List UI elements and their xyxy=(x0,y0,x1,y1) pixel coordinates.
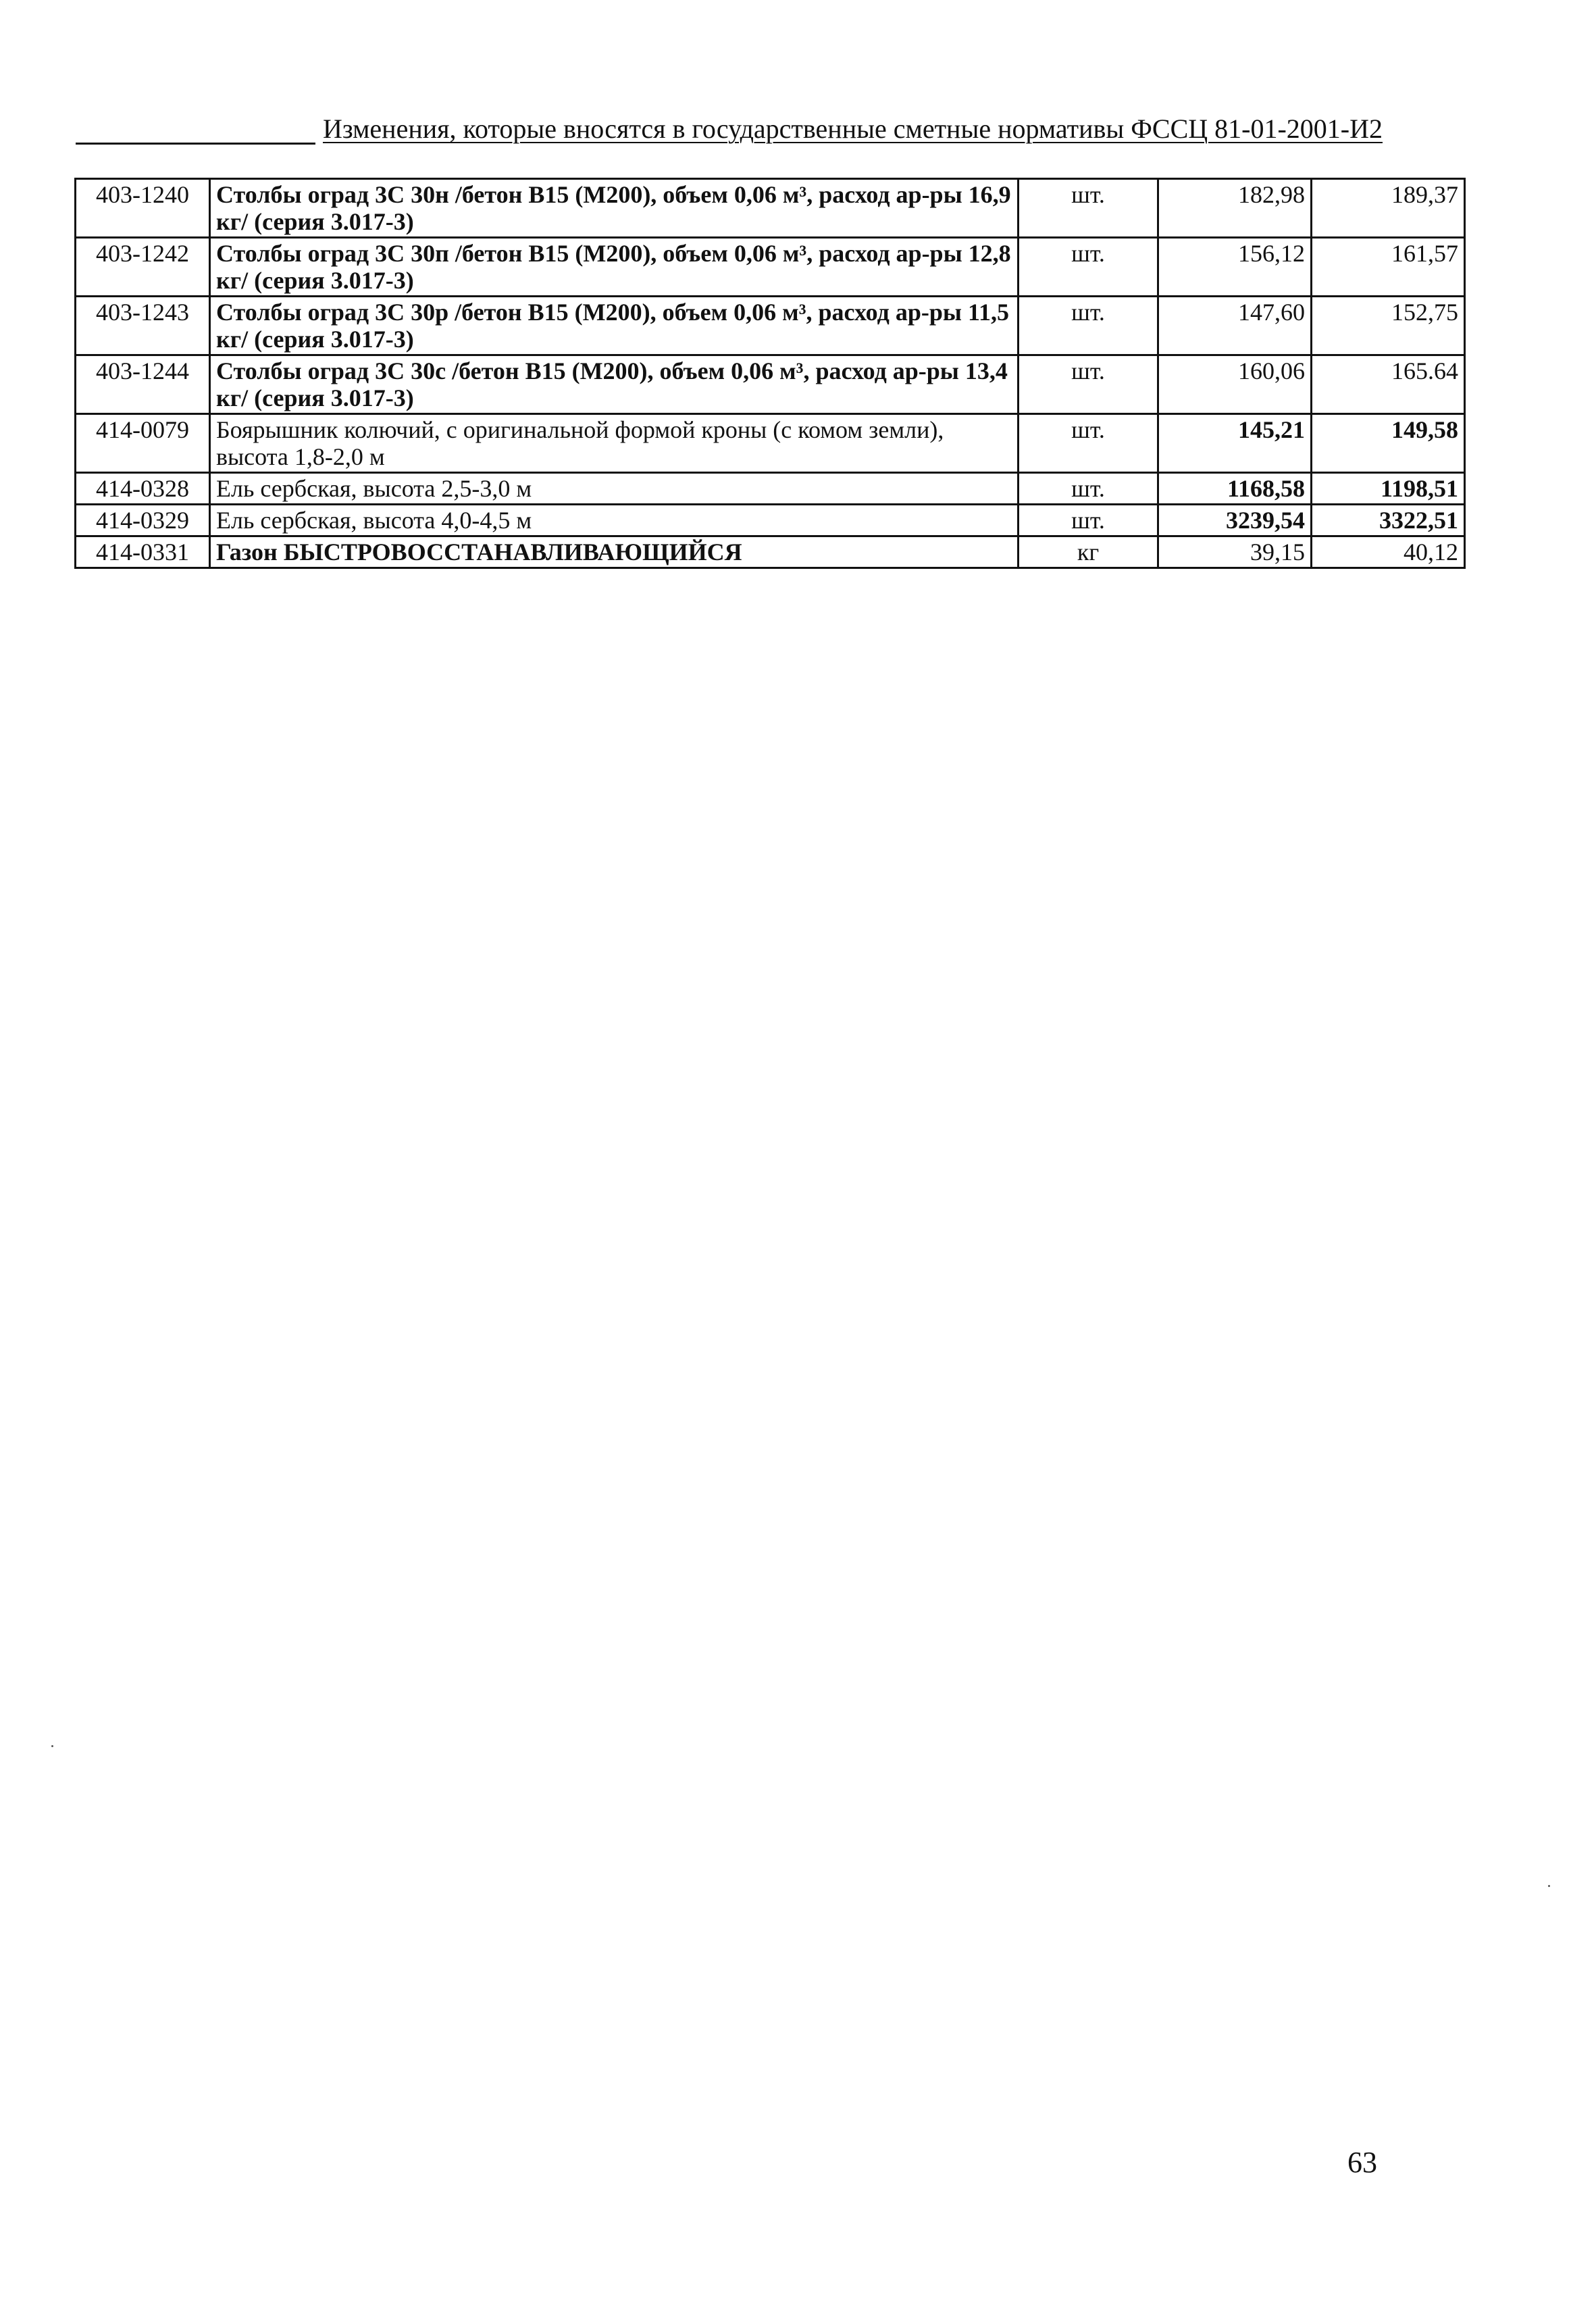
item-description: Столбы оград 3С 30н /бетон В15 (М200), объем 0,06 м³, расход ар-ры 16,9 кг/ (серия 3.017-3) xyxy=(210,179,1019,238)
price-current: 3239,54 xyxy=(1158,505,1312,536)
price-updated: 165.64 xyxy=(1312,355,1465,414)
item-code: 414-0079 xyxy=(76,414,210,473)
scan-speck xyxy=(51,1745,53,1747)
price-current: 39,15 xyxy=(1158,536,1312,568)
table-row xyxy=(76,414,1465,473)
item-code: 414-0331 xyxy=(76,536,210,568)
table-row xyxy=(76,536,1465,568)
price-current: 160,06 xyxy=(1158,355,1312,414)
item-code: 403-1244 xyxy=(76,355,210,414)
item-description: Ель сербская, высота 2,5-3,0 м xyxy=(210,473,1019,505)
item-description: Столбы оград 3С 30с /бетон В15 (М200), объем 0,06 м³, расход ар-ры 13,4 кг/ (серия 3.017-3) xyxy=(210,355,1019,414)
table-row xyxy=(76,179,1465,238)
header-title: Изменения, которые вносятся в государственные сметные нормативы ФССЦ 81-01-2001-И2 xyxy=(322,114,1383,144)
scan-speck xyxy=(1548,1885,1550,1887)
item-unit: шт. xyxy=(1019,179,1158,238)
item-unit: кг xyxy=(1019,536,1158,568)
item-description: Газон БЫСТРОВОССТАНАВЛИВАЮЩИЙСЯ xyxy=(210,536,1019,568)
item-description: Ель сербская, высота 4,0-4,5 м xyxy=(210,505,1019,536)
table-row xyxy=(76,297,1465,355)
item-unit: шт. xyxy=(1019,355,1158,414)
price-updated: 40,12 xyxy=(1312,536,1465,568)
item-description: Боярышник колючий, с оригинальной формой кроны (с комом земли), высота 1,8-2,0 м xyxy=(210,414,1019,473)
item-code: 414-0329 xyxy=(76,505,210,536)
price-current: 147,60 xyxy=(1158,297,1312,355)
item-unit: шт. xyxy=(1019,297,1158,355)
table-row xyxy=(76,355,1465,414)
price-current: 145,21 xyxy=(1158,414,1312,473)
price-current: 182,98 xyxy=(1158,179,1312,238)
table-row xyxy=(76,238,1465,297)
item-code: 403-1242 xyxy=(76,238,210,297)
price-updated: 161,57 xyxy=(1312,238,1465,297)
item-code: 403-1243 xyxy=(76,297,210,355)
item-unit: шт. xyxy=(1019,238,1158,297)
price-current: 156,12 xyxy=(1158,238,1312,297)
header-rule xyxy=(76,143,315,145)
page-number: 63 xyxy=(1347,2146,1377,2179)
price-updated: 1198,51 xyxy=(1312,473,1465,505)
item-unit: шт. xyxy=(1019,414,1158,473)
item-unit: шт. xyxy=(1019,473,1158,505)
item-unit: шт. xyxy=(1019,505,1158,536)
item-code: 403-1240 xyxy=(76,179,210,238)
table-row xyxy=(76,505,1465,536)
price-updated: 149,58 xyxy=(1312,414,1465,473)
price-updated: 3322,51 xyxy=(1312,505,1465,536)
item-code: 414-0328 xyxy=(76,473,210,505)
price-updated: 189,37 xyxy=(1312,179,1465,238)
price-current: 1168,58 xyxy=(1158,473,1312,505)
price-updated: 152,75 xyxy=(1312,297,1465,355)
table-row xyxy=(76,473,1465,505)
item-description: Столбы оград 3С 30р /бетон В15 (М200), объем 0,06 м³, расход ар-ры 11,5 кг/ (серия 3.017-3) xyxy=(210,297,1019,355)
price-table xyxy=(74,178,1466,569)
item-description: Столбы оград 3С 30п /бетон В15 (М200), объем 0,06 м³, расход ар-ры 12,8 кг/ (серия 3.017-3) xyxy=(210,238,1019,297)
